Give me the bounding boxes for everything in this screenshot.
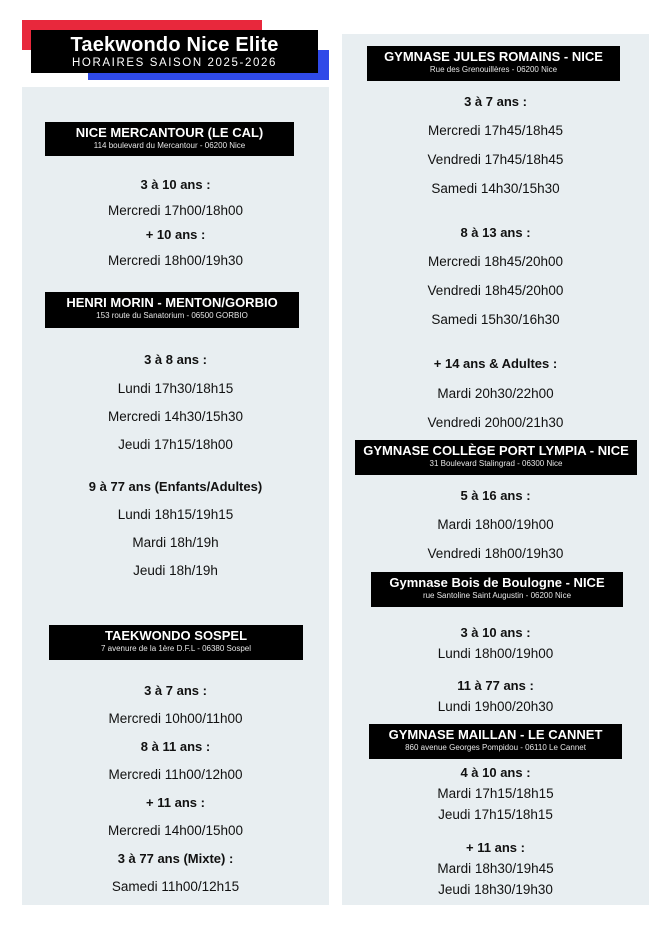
venue-name: GYMNASE JULES ROMAINS - NICE — [384, 49, 603, 64]
age-group: 3 à 10 ans : — [140, 177, 211, 192]
page-subtitle: HORAIRES SAISON 2025-2026 — [72, 57, 277, 69]
age-group: 3 à 10 ans : — [460, 625, 531, 640]
venue-address: rue Santoline Saint Augustin - 06200 Nice — [422, 591, 572, 600]
title-banner — [31, 30, 318, 73]
venue-address: 7 avenure de la 1ère D.F.L - 06380 Sospel — [100, 644, 252, 653]
venue-header-maillan — [369, 724, 622, 759]
age-group: 4 à 10 ans : — [460, 765, 531, 780]
age-group: 5 à 16 ans : — [460, 488, 531, 503]
age-group: 11 à 77 ans : — [457, 678, 534, 693]
age-group: 8 à 13 ans : — [460, 225, 531, 240]
age-group: 3 à 77 ans (Mixte) : — [117, 851, 234, 866]
age-group: + 14 ans & Adultes : — [433, 356, 558, 371]
time-slot: Jeudi 18h/19h — [133, 563, 218, 578]
age-group: + 11 ans : — [146, 795, 205, 810]
venue-header-jules-romains — [367, 46, 620, 81]
time-slot: Mercredi 17h45/18h45 — [427, 123, 564, 138]
right-schedule-panel — [342, 34, 649, 905]
time-slot: Mardi 18h/19h — [132, 535, 219, 550]
time-slot: Jeudi 17h15/18h00 — [118, 437, 233, 452]
venue-name: HENRI MORIN - MENTON/GORBIO — [66, 295, 278, 310]
time-slot: Mardi 17h15/18h15 — [437, 786, 554, 801]
venue-name: NICE MERCANTOUR (LE CAL) — [75, 125, 264, 140]
venue-name: TAEKWONDO SOSPEL — [104, 628, 248, 643]
venue-address: 31 Boulevard Stalingrad - 06300 Nice — [429, 459, 563, 468]
age-group: 8 à 11 ans : — [140, 739, 211, 754]
time-slot: Lundi 19h00/20h30 — [437, 699, 554, 714]
age-group: + 10 ans : — [145, 227, 206, 242]
age-group: 9 à 77 ans (Enfants/Adultes) — [88, 479, 263, 494]
venue-header-sospel — [49, 625, 303, 660]
time-slot: Mercredi 14h30/15h30 — [107, 409, 244, 424]
time-slot: Mercredi 14h00/15h00 — [107, 823, 244, 838]
left-schedule-panel — [22, 87, 329, 905]
time-slot: Mercredi 11h00/12h00 — [108, 767, 243, 782]
age-group: + 11 ans : — [466, 840, 525, 855]
time-slot: Lundi 18h15/19h15 — [117, 507, 234, 522]
time-slot: Samedi 14h30/15h30 — [431, 181, 560, 196]
time-slot: Vendredi 17h45/18h45 — [427, 152, 564, 167]
age-group: 3 à 8 ans : — [144, 352, 207, 367]
venue-header-bois-de-boulogne — [371, 572, 623, 607]
time-slot: Mardi 18h00/19h00 — [437, 517, 554, 532]
venue-header-mercantour — [45, 122, 294, 156]
venue-header-port-lympia — [355, 440, 637, 475]
time-slot: Mercredi 17h00/18h00 — [107, 203, 244, 218]
age-group: 3 à 7 ans : — [144, 683, 207, 698]
time-slot: Mercredi 10h00/11h00 — [108, 711, 243, 726]
time-slot: Lundi 18h00/19h00 — [437, 646, 554, 661]
time-slot: Samedi 15h30/16h30 — [431, 312, 560, 327]
time-slot: Lundi 17h30/18h15 — [117, 381, 234, 396]
age-group: 3 à 7 ans : — [464, 94, 527, 109]
venue-address: 114 boulevard du Mercantour - 06200 Nice — [93, 141, 246, 150]
venue-name: Gymnase Bois de Boulogne - NICE — [389, 575, 605, 590]
venue-name: GYMNASE COLLÈGE PORT LYMPIA - NICE — [363, 443, 629, 458]
page-title: Taekwondo Nice Elite — [70, 34, 279, 56]
time-slot: Samedi 11h00/12h15 — [111, 879, 240, 894]
time-slot: Jeudi 18h30/19h30 — [438, 882, 553, 897]
time-slot: Mardi 20h30/22h00 — [437, 386, 554, 401]
time-slot: Jeudi 17h15/18h15 — [438, 807, 553, 822]
time-slot: Mercredi 18h45/20h00 — [427, 254, 564, 269]
time-slot: Vendredi 18h00/19h30 — [427, 546, 564, 561]
venue-address: Rue des Grenouillères - 06200 Nice — [429, 65, 558, 74]
time-slot: Mardi 18h30/19h45 — [437, 861, 554, 876]
venue-address: 153 route du Sanatorium - 06500 GORBIO — [96, 311, 248, 320]
time-slot: Vendredi 20h00/21h30 — [427, 415, 564, 430]
time-slot: Mercredi 18h00/19h30 — [107, 253, 244, 268]
venue-address: 860 avenue Georges Pompidou - 06110 Le Cannet — [405, 743, 586, 752]
venue-name: GYMNASE MAILLAN - LE CANNET — [388, 727, 603, 742]
venue-header-henri-morin — [45, 292, 299, 328]
time-slot: Vendredi 18h45/20h00 — [427, 283, 564, 298]
